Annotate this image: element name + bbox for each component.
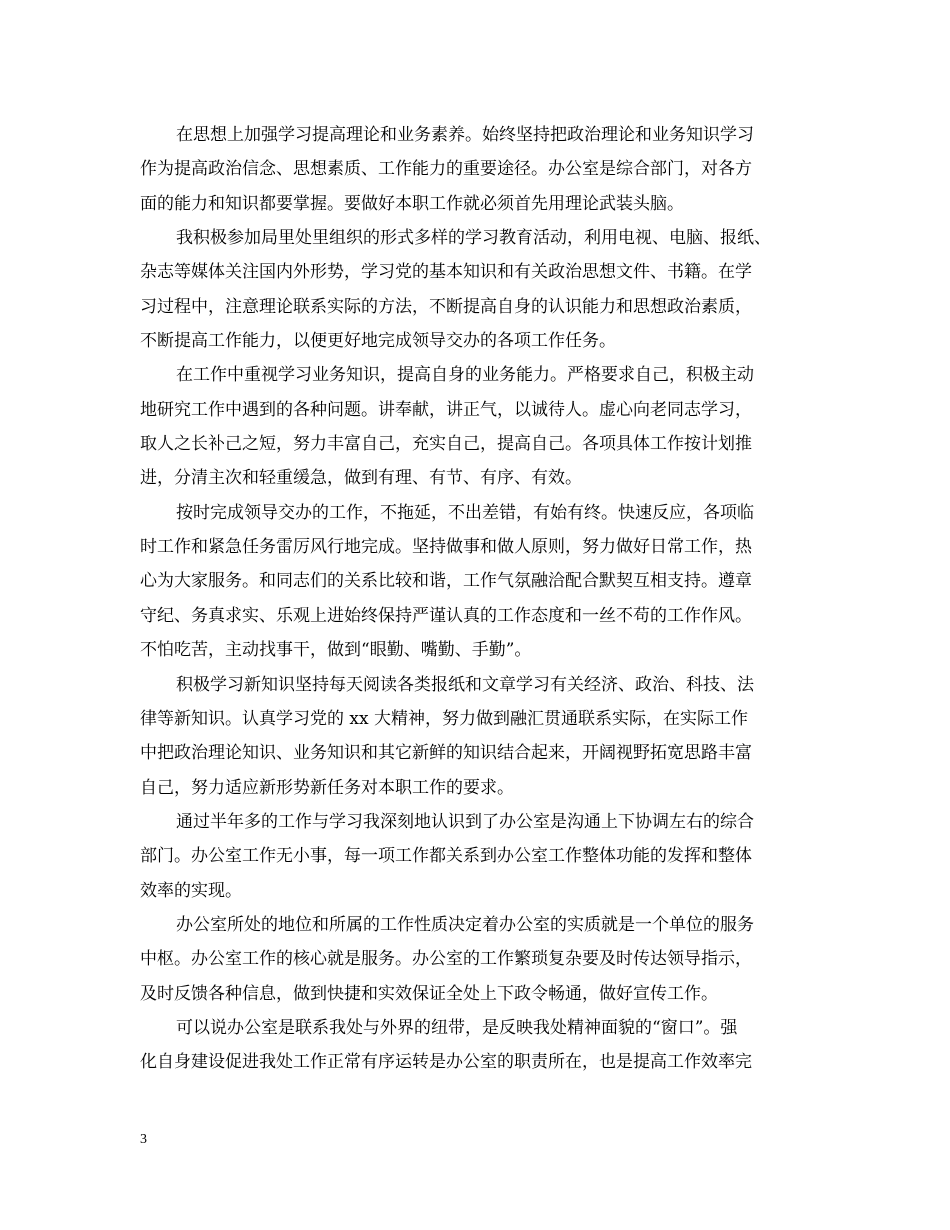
paragraph-line: 不怕吃苦，主动找事干，做到“眼勤、嘴勤、手勤”。 bbox=[140, 640, 532, 661]
paragraph-line: 习过程中，注意理论联系实际的方法，不断提高自身的认识能力和思想政治素质， bbox=[140, 296, 752, 317]
paragraph-line: 守纪、务真求实、乐观上进始终保持严谨认真的工作态度和一丝不苟的工作作风。 bbox=[140, 605, 752, 626]
paragraph-first-line: 通过半年多的工作与学习我深刻地认识到了办公室是沟通上下协调左右的综合 bbox=[176, 811, 754, 832]
paragraph-line: 效率的实现。 bbox=[140, 880, 242, 901]
paragraph-line: 面的能力和知识都要掌握。要做好本职工作就必须首先用理论武装头脑。 bbox=[140, 193, 684, 214]
paragraph-line: 化自身建设促进我处工作正常有序运转是办公室的职责所在，也是提高工作效率完 bbox=[140, 1052, 752, 1073]
paragraph-line: 自己，努力适应新形势新任务对本职工作的要求。 bbox=[140, 777, 514, 798]
paragraph-line: 部门。办公室工作无小事，每一项工作都关系到办公室工作整体功能的发挥和整体 bbox=[140, 846, 752, 867]
paragraph-first-line: 可以说办公室是联系我处与外界的纽带，是反映我处精神面貌的“窗口”。强 bbox=[176, 1017, 738, 1038]
paragraph-line: 心为大家服务。和同志们的关系比较和谐，工作气氛融洽配合默契互相支持。遵章 bbox=[140, 571, 752, 592]
page-number: 3 bbox=[140, 1132, 147, 1147]
paragraph-first-line: 在工作中重视学习业务知识，提高自身的业务能力。严格要求自己，积极主动 bbox=[176, 365, 754, 386]
paragraph-line: 杂志等媒体关注国内外形势，学习党的基本知识和有关政治思想文件、书籍。在学 bbox=[140, 262, 752, 283]
paragraph-line: 中枢。办公室工作的核心就是服务。办公室的工作繁琐复杂要及时传达领导指示， bbox=[140, 949, 752, 970]
paragraph-line: 取人之长补己之短，努力丰富自己，充实自己，提高自己。各项具体工作按计划推 bbox=[140, 434, 752, 455]
body-text bbox=[140, 118, 820, 1080]
paragraph-first-line: 按时完成领导交办的工作，不拖延，不出差错，有始有终。快速反应，各项临 bbox=[176, 502, 754, 523]
paragraph-line: 不断提高工作能力，以便更好地完成领导交办的各项工作任务。 bbox=[140, 331, 616, 352]
paragraph-line: 地研究工作中遇到的各种问题。讲奉献，讲正气，以诚待人。虚心向老同志学习， bbox=[140, 399, 752, 420]
paragraph-line: 及时反馈各种信息，做到快捷和实效保证全处上下政令畅通，做好宣传工作。 bbox=[140, 983, 718, 1004]
paragraph-first-line: 我积极参加局里处里组织的形式多样的学习教育活动，利用电视、电脑、报纸、 bbox=[176, 228, 771, 249]
paragraph-first-line: 积极学习新知识坚持每天阅读各类报纸和文章学习有关经济、政治、科技、法 bbox=[176, 674, 754, 695]
paragraph-line: 律等新知识。认真学习党的 xx 大精神，努力做到融汇贯通联系实际，在实际工作 bbox=[140, 708, 748, 729]
paragraph-first-line: 在思想上加强学习提高理论和业务素养。始终坚持把政治理论和业务知识学习 bbox=[176, 125, 754, 145]
paragraph-first-line: 办公室所处的地位和所属的工作性质决定着办公室的实质就是一个单位的服务 bbox=[176, 914, 754, 935]
paragraph-line: 作为提高政治信念、思想素质、工作能力的重要途径。办公室是综合部门，对各方 bbox=[140, 159, 752, 180]
paragraph-line: 进，分清主次和轻重缓急，做到有理、有节、有序、有效。 bbox=[140, 468, 582, 489]
paragraph-line: 中把政治理论知识、业务知识和其它新鲜的知识结合起来，开阔视野拓宽思路丰富 bbox=[140, 743, 752, 764]
paragraph-line: 时工作和紧急任务雷厉风行地完成。坚持做事和做人原则，努力做好日常工作，热 bbox=[140, 537, 752, 558]
